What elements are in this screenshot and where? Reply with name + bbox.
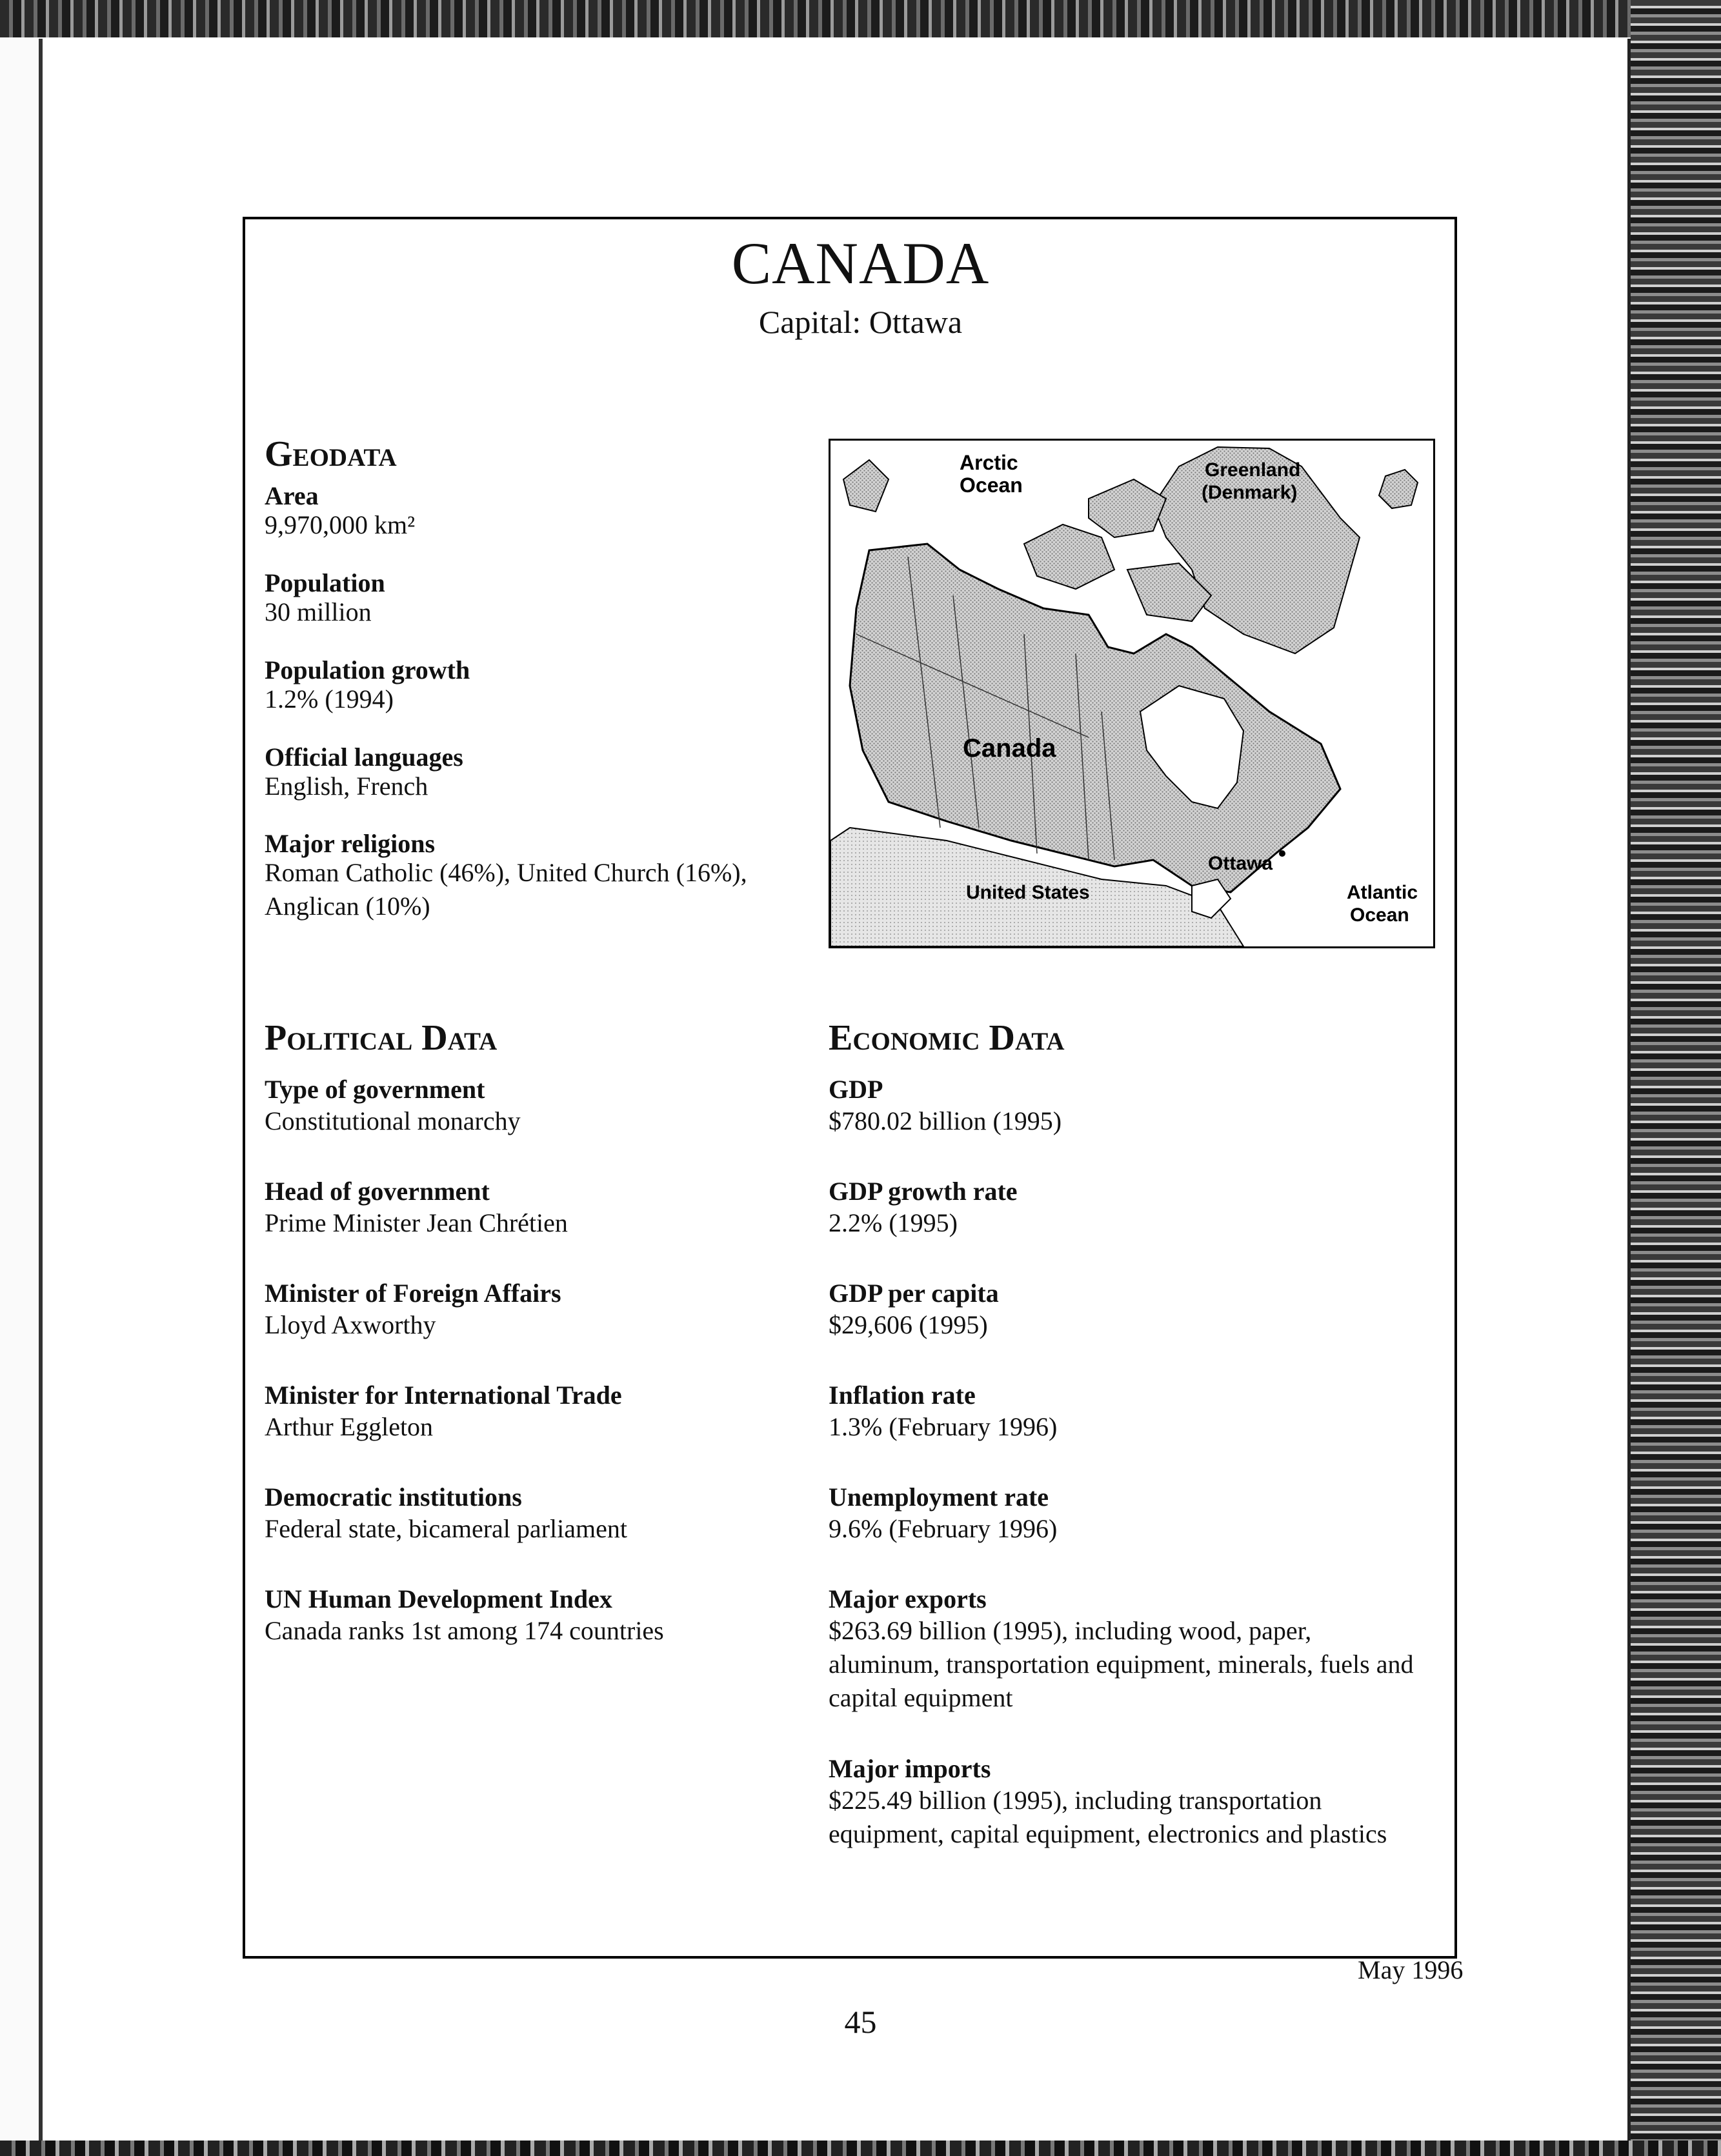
economic-gdp-per-capita-label: GDP per capita (829, 1279, 999, 1308)
geodata-languages-label: Official languages (265, 743, 463, 772)
economic-gdp-value: $780.02 billion (1995) (829, 1106, 1062, 1135)
page-title: CANADA (731, 230, 990, 296)
political-trade-value: Arthur Eggleton (265, 1412, 434, 1441)
geodata-growth-label: Population growth (265, 655, 470, 684)
map-label-arctic-1: Arctic (960, 451, 1018, 474)
map-graphic (830, 441, 1433, 946)
economic-unemployment-value: 9.6% (February 1996) (829, 1514, 1058, 1543)
political-hdi-value: Canada ranks 1st among 174 countries (265, 1616, 664, 1645)
economic-unemployment-label: Unemployment rate (829, 1482, 1049, 1512)
publication-date: May 1996 (1358, 1955, 1464, 1984)
political-foreign-affairs-value: Lloyd Axworthy (265, 1310, 436, 1339)
map-label-ottawa: Ottawa (1208, 853, 1273, 874)
arctic-island (843, 460, 889, 512)
political-hdi-label: UN Human Development Index (265, 1584, 612, 1613)
economic-exports-label: Major exports (829, 1584, 987, 1613)
map-label-arctic-2: Ocean (960, 474, 1023, 497)
political-head-value: Prime Minister Jean Chrétien (265, 1208, 568, 1237)
political-head-label: Head of government (265, 1177, 490, 1206)
political-government-type-value: Constitutional monarchy (265, 1106, 521, 1135)
arctic-island (1089, 479, 1166, 537)
geodata-growth-value: 1.2% (1994) (265, 684, 394, 714)
political-government-type-label: Type of government (265, 1075, 485, 1104)
map-label-atlantic-1: Atlantic (1347, 882, 1418, 903)
ottawa-marker (1279, 850, 1285, 857)
geodata-heading: Geodata (265, 434, 397, 474)
map-label-greenland-1: Greenland (1205, 459, 1301, 481)
geodata-religions-label: Major religions (265, 829, 436, 858)
map-label-greenland-2: (Denmark) (1202, 482, 1298, 503)
page-subtitle: Capital: Ottawa (758, 304, 963, 340)
economic-gdp-growth-label: GDP growth rate (829, 1177, 1018, 1206)
arctic-island (1024, 524, 1114, 589)
scan-border-top (0, 0, 1721, 37)
geodata-area-label: Area (265, 481, 319, 510)
page-edge-left (39, 39, 43, 2142)
geodata-population-value: 30 million (265, 597, 372, 626)
economic-imports-label: Major imports (829, 1754, 991, 1783)
canada-map (829, 439, 1435, 948)
page-number: 45 (844, 2004, 877, 2040)
geodata-area-value: 9,970,000 km² (265, 510, 416, 539)
economic-inflation-value: 1.3% (February 1996) (829, 1412, 1058, 1441)
economic-imports-value: $225.49 billion (1995), including transportation equipment, capital equipment, electronics and plastics (829, 1786, 1387, 1848)
political-heading: Political Data (265, 1018, 498, 1058)
map-label-canada: Canada (963, 734, 1056, 763)
economic-exports-value: $263.69 billion (1995), including wood, paper, aluminum, transportation equipment, minerals, fuels and capital equipment (829, 1616, 1414, 1712)
economic-inflation-label: Inflation rate (829, 1381, 976, 1410)
scan-margin-left (0, 37, 39, 2156)
economic-gdp-per-capita-value: $29,606 (1995) (829, 1310, 988, 1339)
map-label-atlantic-2: Ocean (1350, 904, 1409, 926)
political-institutions-value: Federal state, bicameral parliament (265, 1514, 627, 1543)
political-foreign-affairs-label: Minister of Foreign Affairs (265, 1279, 561, 1308)
iceland-landmass (1379, 470, 1418, 508)
political-institutions-label: Democratic institutions (265, 1482, 522, 1512)
map-label-united-states: United States (966, 882, 1090, 903)
geodata-languages-value: English, French (265, 772, 428, 801)
political-trade-label: Minister for International Trade (265, 1381, 622, 1410)
economic-gdp-growth-value: 2.2% (1995) (829, 1208, 958, 1237)
geodata-population-label: Population (265, 568, 385, 597)
economic-gdp-label: GDP (829, 1075, 883, 1104)
economic-heading: Economic Data (829, 1018, 1065, 1058)
scan-border-bottom (0, 2141, 1721, 2156)
geodata-religions-value: Roman Catholic (46%), United Church (16%), Anglican (10%) (265, 858, 747, 921)
